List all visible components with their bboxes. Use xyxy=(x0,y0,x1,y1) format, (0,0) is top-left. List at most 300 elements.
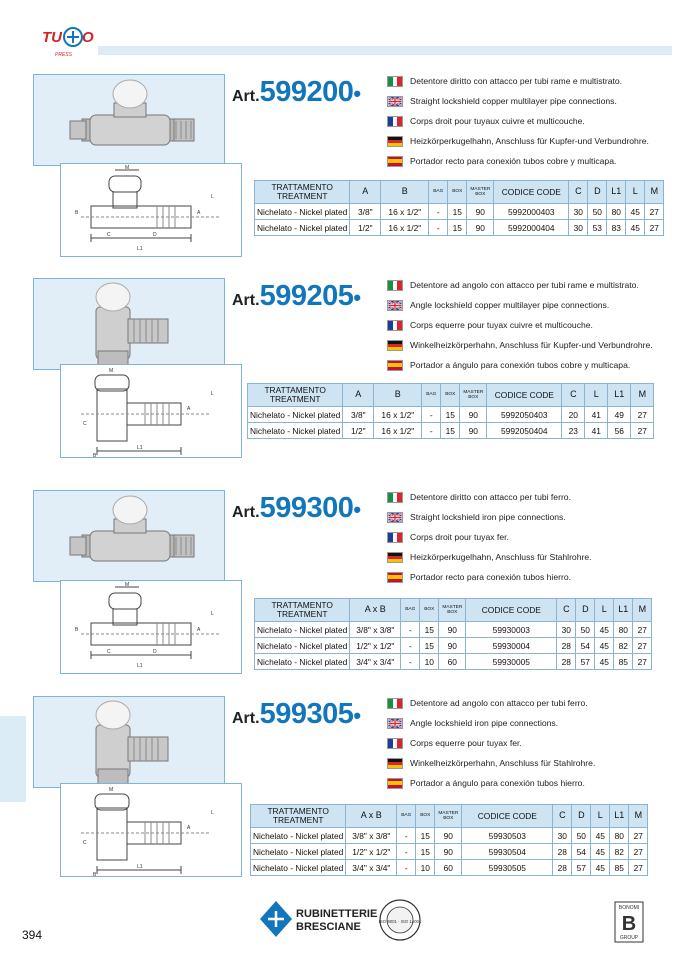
italy-flag-icon xyxy=(387,492,403,503)
table-cell: - xyxy=(401,638,420,654)
table-cell: 82 xyxy=(614,638,633,654)
technical-drawing xyxy=(60,580,242,674)
table-cell: Nichelato - Nickel plated xyxy=(248,407,343,423)
table-cell: 30 xyxy=(557,622,576,638)
description-es xyxy=(387,358,630,372)
article-number xyxy=(232,78,361,107)
column-header: TRATTAMENTO TREATMENT xyxy=(255,599,350,622)
table-cell: 5992050404 xyxy=(487,423,562,439)
spec-table xyxy=(247,383,654,439)
column-header: A x B xyxy=(346,805,397,828)
svg-text:C: C xyxy=(83,840,87,846)
svg-text:L: L xyxy=(211,391,214,397)
column-header: MASTER BOX xyxy=(467,181,494,204)
table-cell: 90 xyxy=(467,220,494,236)
column-header: BOX xyxy=(441,384,460,407)
column-header: M xyxy=(633,599,652,622)
column-header: L xyxy=(595,599,614,622)
svg-text:M: M xyxy=(109,368,114,374)
description-en xyxy=(387,94,617,108)
svg-text:A: A xyxy=(197,627,201,633)
column-header: CODICE CODE xyxy=(466,599,557,622)
description-de xyxy=(387,134,649,148)
svg-text:L: L xyxy=(211,194,214,200)
column-header: A xyxy=(343,384,374,407)
table-row xyxy=(255,622,652,638)
table-cell: 1/2" xyxy=(343,423,374,439)
table-cell: 15 xyxy=(441,423,460,439)
table-cell: 41 xyxy=(585,423,608,439)
article-bullet: • xyxy=(353,285,362,310)
description-es xyxy=(387,154,616,168)
svg-text:C: C xyxy=(107,649,111,655)
column-header: D xyxy=(576,599,595,622)
table-cell: 90 xyxy=(435,828,462,844)
article-prefix: Art. xyxy=(232,292,260,309)
table-cell: 54 xyxy=(576,638,595,654)
spain-flag-icon xyxy=(387,572,403,583)
description-text: Corps droit pour tuyaux cuivre et multicouche. xyxy=(410,116,585,126)
product-photo xyxy=(33,74,225,166)
germany-flag-icon xyxy=(387,136,403,147)
description-text: Straight lockshield copper multilayer pipe connections. xyxy=(410,96,617,106)
article-prefix: Art. xyxy=(232,710,260,727)
table-cell: 57 xyxy=(572,860,591,876)
product-photo xyxy=(33,696,225,788)
column-header: BOX xyxy=(448,181,467,204)
table-cell: 15 xyxy=(420,622,439,638)
description-fr xyxy=(387,114,585,128)
group-bottom-text: GROUP xyxy=(619,935,639,941)
company-logo xyxy=(258,899,378,939)
italy-flag-icon xyxy=(387,76,403,87)
svg-text:M: M xyxy=(125,582,130,588)
column-header: B xyxy=(374,384,422,407)
table-row xyxy=(255,220,664,236)
table-cell: 15 xyxy=(416,844,435,860)
uk-flag-icon xyxy=(387,512,403,523)
table-header-row xyxy=(248,384,654,407)
france-flag-icon xyxy=(387,738,403,749)
uk-flag-icon xyxy=(387,300,403,311)
table-cell: 16 x 1/2" xyxy=(374,407,422,423)
description-it xyxy=(387,490,571,504)
column-header: C xyxy=(569,181,588,204)
company-name-line2: BRESCIANE xyxy=(296,921,361,933)
column-header: L1 xyxy=(608,384,631,407)
group-letter: B xyxy=(621,913,637,935)
column-header: C xyxy=(557,599,576,622)
svg-text:C: C xyxy=(107,232,111,238)
table-cell: - xyxy=(401,622,420,638)
table-cell: 27 xyxy=(645,220,664,236)
description-text: Heizkörperkugelhahn, Anschluss für Kupfer-und Verbundrohre. xyxy=(410,136,649,146)
table-cell: Nichelato - Nickel plated xyxy=(255,220,350,236)
column-header: C xyxy=(553,805,572,828)
table-cell: 28 xyxy=(553,844,572,860)
table-cell: 50 xyxy=(576,622,595,638)
table-cell: 1/2" x 1/2" xyxy=(346,844,397,860)
table-cell: 85 xyxy=(614,654,633,670)
germany-flag-icon xyxy=(387,552,403,563)
table-cell: 59930003 xyxy=(466,622,557,638)
table-cell: Nichelato - Nickel plated xyxy=(251,828,346,844)
article-number xyxy=(232,700,361,729)
article-code: 599205 xyxy=(259,280,354,312)
table-cell: 59930005 xyxy=(466,654,557,670)
description-text: Portador a ángulo para conexión tubos cobre y multicapa. xyxy=(410,360,631,370)
description-en xyxy=(387,716,558,730)
table-row xyxy=(255,654,652,670)
table-cell: - xyxy=(429,204,448,220)
svg-text:L: L xyxy=(211,810,214,816)
table-cell: 30 xyxy=(553,828,572,844)
svg-text:TU: TU xyxy=(42,29,62,46)
table-cell: 20 xyxy=(562,407,585,423)
table-cell: 27 xyxy=(629,844,648,860)
svg-text:B: B xyxy=(93,872,97,878)
description-text: Corps equerre pour tuyax cuivre et multicouche. xyxy=(410,320,593,330)
article-prefix: Art. xyxy=(232,88,260,105)
table-cell: 3/8" xyxy=(350,204,381,220)
table-cell: 10 xyxy=(416,860,435,876)
table-cell: 3/8" xyxy=(343,407,374,423)
table-cell: 15 xyxy=(448,220,467,236)
description-text: Detentore ad angolo con attacco per tubi ferro. xyxy=(410,698,588,708)
group-logo xyxy=(614,901,644,943)
article-code: 599200 xyxy=(259,76,354,108)
table-cell: 27 xyxy=(633,654,652,670)
uk-flag-icon xyxy=(387,96,403,107)
table-cell: 80 xyxy=(610,828,629,844)
table-row xyxy=(248,407,654,423)
table-cell: 3/4" x 3/4" xyxy=(346,860,397,876)
column-header: L1 xyxy=(610,805,629,828)
spain-flag-icon xyxy=(387,360,403,371)
svg-text:B: B xyxy=(75,210,79,216)
column-header: CODICE CODE xyxy=(487,384,562,407)
table-row xyxy=(248,423,654,439)
table-cell: 16 x 1/2" xyxy=(374,423,422,439)
spec-table xyxy=(254,180,664,236)
table-row xyxy=(255,204,664,220)
table-cell: 85 xyxy=(610,860,629,876)
germany-flag-icon xyxy=(387,340,403,351)
svg-text:D: D xyxy=(153,649,157,655)
table-cell: 49 xyxy=(608,407,631,423)
table-cell: - xyxy=(429,220,448,236)
svg-text:M: M xyxy=(125,165,130,171)
table-cell: 59930504 xyxy=(462,844,553,860)
iso-certification-badge xyxy=(378,898,422,942)
table-cell: 45 xyxy=(595,622,614,638)
table-cell: 27 xyxy=(633,638,652,654)
column-header: BAG xyxy=(397,805,416,828)
table-cell: 15 xyxy=(448,204,467,220)
column-header: TRATTAMENTO TREATMENT xyxy=(255,181,350,204)
table-cell: 15 xyxy=(416,828,435,844)
table-row xyxy=(251,828,648,844)
svg-text:L: L xyxy=(211,611,214,617)
column-header: BAG xyxy=(429,181,448,204)
technical-drawing xyxy=(60,163,242,257)
description-text: Detentore diritto con attacco per tubi ferro. xyxy=(410,492,571,502)
table-row xyxy=(251,844,648,860)
table-cell: 59930505 xyxy=(462,860,553,876)
spain-flag-icon xyxy=(387,778,403,789)
table-cell: Nichelato - Nickel plated xyxy=(255,654,350,670)
svg-text:A: A xyxy=(187,406,191,412)
description-es xyxy=(387,570,571,584)
svg-text:M: M xyxy=(109,787,114,793)
table-cell: - xyxy=(397,844,416,860)
description-text: Corps equerre pour tuyax fer. xyxy=(410,738,522,748)
description-text: Winkelheizkörperhahn, Anschluss für Kupfer-und Verbundrohre. xyxy=(410,340,653,350)
table-row xyxy=(255,638,652,654)
table-cell: 83 xyxy=(607,220,626,236)
column-header: M xyxy=(629,805,648,828)
description-text: Portador a ángulo para conexión tubos hierro. xyxy=(410,778,585,788)
description-fr xyxy=(387,530,509,544)
description-es xyxy=(387,776,585,790)
table-cell: 45 xyxy=(626,204,645,220)
description-fr xyxy=(387,318,593,332)
table-header-row xyxy=(251,805,648,828)
france-flag-icon xyxy=(387,532,403,543)
description-it xyxy=(387,278,639,292)
brand-logo xyxy=(40,20,100,60)
column-header: MASTER BOX xyxy=(460,384,487,407)
header-bar xyxy=(98,46,672,55)
description-text: Heizkörperkugelhahn, Anschluss für Stahlrohre. xyxy=(410,552,592,562)
table-cell: 5992000403 xyxy=(494,204,569,220)
table-cell: 27 xyxy=(633,622,652,638)
column-header: C xyxy=(562,384,585,407)
table-cell: 5992050403 xyxy=(487,407,562,423)
table-cell: 50 xyxy=(572,828,591,844)
page-number: 394 xyxy=(22,928,43,942)
column-header: BOX xyxy=(416,805,435,828)
table-cell: 16 x 1/2" xyxy=(381,220,429,236)
article-number xyxy=(232,282,361,311)
group-top-text: BONOMI xyxy=(618,905,640,911)
svg-text:L1: L1 xyxy=(137,246,143,252)
column-header: MASTER BOX xyxy=(439,599,466,622)
technical-drawing xyxy=(60,364,242,458)
svg-text:A: A xyxy=(197,210,201,216)
table-cell: 10 xyxy=(420,654,439,670)
table-cell: 3/8" x 3/8" xyxy=(350,622,401,638)
table-cell: 90 xyxy=(435,844,462,860)
table-cell: 27 xyxy=(631,407,654,423)
italy-flag-icon xyxy=(387,280,403,291)
germany-flag-icon xyxy=(387,758,403,769)
table-cell: 27 xyxy=(629,828,648,844)
description-text: Detentore ad angolo con attacco per tubi rame e multistrato. xyxy=(410,280,639,290)
svg-text:D: D xyxy=(153,232,157,238)
table-cell: 27 xyxy=(629,860,648,876)
table-cell: - xyxy=(422,423,441,439)
table-cell: 5992000404 xyxy=(494,220,569,236)
table-cell: 50 xyxy=(588,204,607,220)
table-cell: 28 xyxy=(557,654,576,670)
table-cell: 28 xyxy=(553,860,572,876)
table-cell: 60 xyxy=(439,654,466,670)
column-header: M xyxy=(631,384,654,407)
product-photo xyxy=(33,278,225,370)
table-cell: 30 xyxy=(569,220,588,236)
table-cell: 57 xyxy=(576,654,595,670)
description-it xyxy=(387,74,622,88)
table-cell: 23 xyxy=(562,423,585,439)
column-header: CODICE CODE xyxy=(462,805,553,828)
badge-text: ISO 9001 · ISO 14001 xyxy=(378,919,422,924)
article-code: 599305 xyxy=(259,698,354,730)
svg-text:A: A xyxy=(187,825,191,831)
column-header: L1 xyxy=(607,181,626,204)
description-text: Portador recto para conexión tubos hierro. xyxy=(410,572,571,582)
table-cell: 45 xyxy=(591,860,610,876)
table-cell: 82 xyxy=(610,844,629,860)
table-cell: 80 xyxy=(614,622,633,638)
description-text: Angle lockshield iron pipe connections. xyxy=(410,718,559,728)
description-de xyxy=(387,756,595,770)
table-cell: 3/4" x 3/4" xyxy=(350,654,401,670)
table-cell: 59930503 xyxy=(462,828,553,844)
column-header: D xyxy=(588,181,607,204)
description-text: Portador recto para conexión tubos cobre y multicapa. xyxy=(410,156,617,166)
table-cell: 15 xyxy=(420,638,439,654)
side-tab xyxy=(0,716,26,802)
svg-text:B: B xyxy=(75,627,79,633)
column-header: TRATTAMENTO TREATMENT xyxy=(248,384,343,407)
article-prefix: Art. xyxy=(232,504,260,521)
column-header: A xyxy=(350,181,381,204)
france-flag-icon xyxy=(387,320,403,331)
svg-text:PRESS: PRESS xyxy=(55,52,72,58)
column-header: L xyxy=(591,805,610,828)
table-cell: 45 xyxy=(626,220,645,236)
description-de xyxy=(387,338,653,352)
table-cell: 28 xyxy=(557,638,576,654)
table-cell: - xyxy=(422,407,441,423)
table-cell: 45 xyxy=(595,638,614,654)
description-text: Straight lockshield iron pipe connections. xyxy=(410,512,566,522)
table-cell: 45 xyxy=(591,844,610,860)
column-header: D xyxy=(572,805,591,828)
table-cell: 53 xyxy=(588,220,607,236)
table-row xyxy=(251,860,648,876)
table-cell: 90 xyxy=(439,622,466,638)
technical-drawing xyxy=(60,783,242,877)
table-cell: - xyxy=(397,828,416,844)
description-en xyxy=(387,510,566,524)
svg-text:C: C xyxy=(83,421,87,427)
column-header: L xyxy=(585,384,608,407)
svg-text:B: B xyxy=(93,453,97,459)
description-text: Corps droit pour tuyax fer. xyxy=(410,532,509,542)
column-header: M xyxy=(645,181,664,204)
table-cell: 80 xyxy=(607,204,626,220)
spain-flag-icon xyxy=(387,156,403,167)
description-de xyxy=(387,550,592,564)
column-header: A x B xyxy=(350,599,401,622)
svg-text:L1: L1 xyxy=(137,445,143,451)
table-cell: 90 xyxy=(467,204,494,220)
table-cell: Nichelato - Nickel plated xyxy=(255,622,350,638)
article-bullet: • xyxy=(353,703,362,728)
description-text: Winkelheizkörperhahn, Anschluss für Stahlrohre. xyxy=(410,758,596,768)
table-cell: Nichelato - Nickel plated xyxy=(248,423,343,439)
description-fr xyxy=(387,736,522,750)
table-cell: 56 xyxy=(608,423,631,439)
spec-table xyxy=(254,598,652,670)
table-cell: Nichelato - Nickel plated xyxy=(251,860,346,876)
svg-text:O: O xyxy=(82,29,94,46)
article-bullet: • xyxy=(353,81,362,106)
table-cell: 30 xyxy=(569,204,588,220)
table-cell: 54 xyxy=(572,844,591,860)
table-cell: Nichelato - Nickel plated xyxy=(251,844,346,860)
table-cell: 27 xyxy=(631,423,654,439)
table-cell: 1/2" xyxy=(350,220,381,236)
table-cell: - xyxy=(401,654,420,670)
table-cell: 1/2" x 1/2" xyxy=(350,638,401,654)
table-cell: 90 xyxy=(460,423,487,439)
description-it xyxy=(387,696,588,710)
table-cell: 45 xyxy=(591,828,610,844)
svg-text:L1: L1 xyxy=(137,864,143,870)
table-cell: 16 x 1/2" xyxy=(381,204,429,220)
table-cell: 27 xyxy=(645,204,664,220)
spec-table xyxy=(250,804,648,876)
article-number xyxy=(232,494,361,523)
table-cell: Nichelato - Nickel plated xyxy=(255,204,350,220)
column-header: L1 xyxy=(614,599,633,622)
table-header-row xyxy=(255,599,652,622)
table-cell: 3/8" x 3/8" xyxy=(346,828,397,844)
company-name-line1: RUBINETTERIE xyxy=(296,908,378,920)
table-cell: - xyxy=(397,860,416,876)
product-photo xyxy=(33,490,225,582)
svg-text:L1: L1 xyxy=(137,663,143,669)
description-text: Angle lockshield copper multilayer pipe connections. xyxy=(410,300,610,310)
column-header: L xyxy=(626,181,645,204)
table-cell: 41 xyxy=(585,407,608,423)
table-cell: 15 xyxy=(441,407,460,423)
table-header-row xyxy=(255,181,664,204)
article-code: 599300 xyxy=(259,492,354,524)
column-header: MASTER BOX xyxy=(435,805,462,828)
column-header: BAG xyxy=(422,384,441,407)
description-en xyxy=(387,298,609,312)
column-header: BOX xyxy=(420,599,439,622)
column-header: CODICE CODE xyxy=(494,181,569,204)
table-cell: 60 xyxy=(435,860,462,876)
table-cell: 59930004 xyxy=(466,638,557,654)
table-cell: 45 xyxy=(595,654,614,670)
uk-flag-icon xyxy=(387,718,403,729)
column-header: BAG xyxy=(401,599,420,622)
france-flag-icon xyxy=(387,116,403,127)
description-text: Detentore diritto con attacco per tubi rame e multistrato. xyxy=(410,76,623,86)
italy-flag-icon xyxy=(387,698,403,709)
table-cell: 90 xyxy=(439,638,466,654)
column-header: B xyxy=(381,181,429,204)
column-header: TRATTAMENTO TREATMENT xyxy=(251,805,346,828)
table-cell: 90 xyxy=(460,407,487,423)
table-cell: Nichelato - Nickel plated xyxy=(255,638,350,654)
